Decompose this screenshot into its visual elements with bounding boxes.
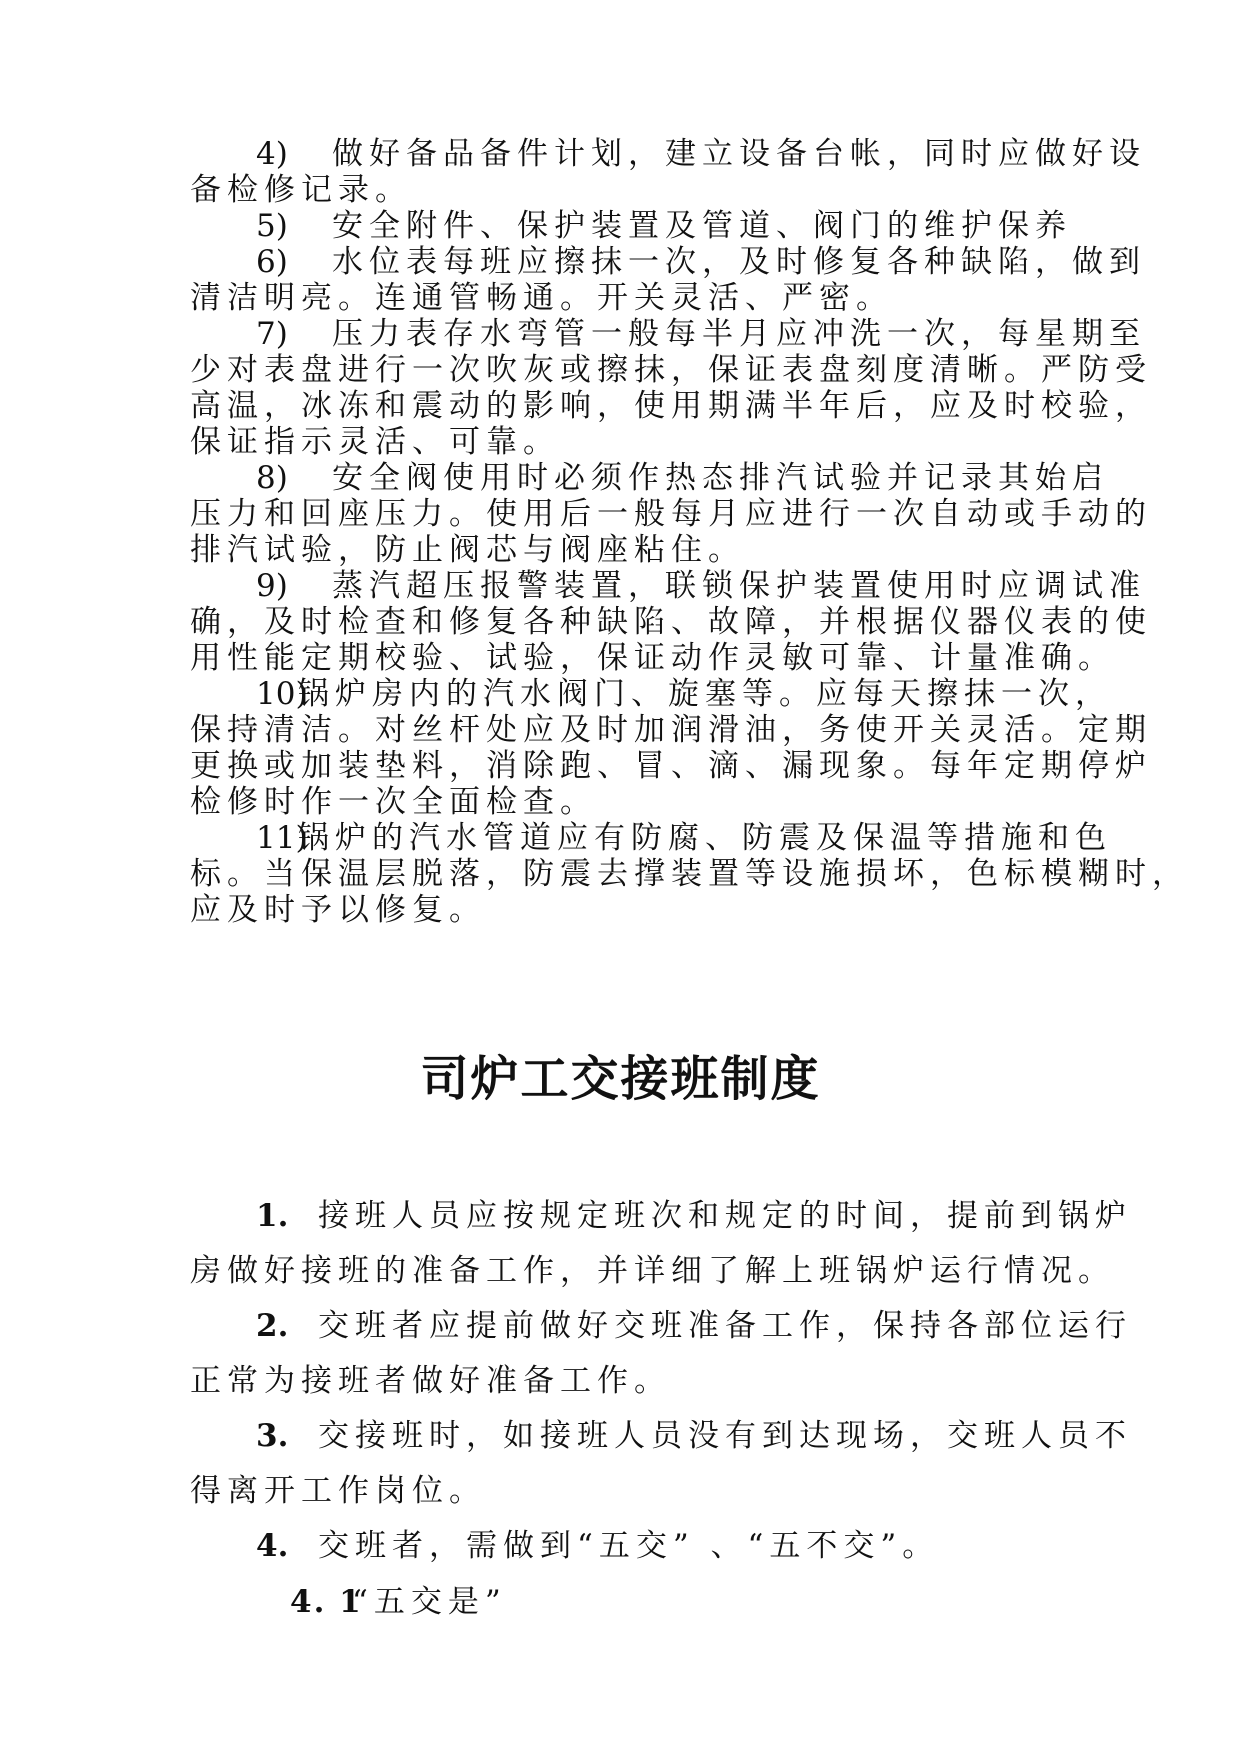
rule-item-continuation: 房做好接班的准备工作，并详细了解上班锅炉运行情况。 [190,1253,1115,1289]
list-item-continuation: 标。当保温层脱落，防震去撑装置等设施损坏，色标模糊时， [190,856,1189,892]
list-item: 4) 做好备品备件计划，建立设备台帐，同时应做好设 [256,136,1146,172]
list-item-continuation: 排汽试验，防止阀芯与阀座粘住。 [190,532,745,568]
list-item-continuation: 确，及时检查和修复各种缺陷、故障，并根据仪器仪表的使 [190,604,1152,640]
rule-item: 1. 接班人员应按规定班次和规定的时间，提前到锅炉 [256,1198,1132,1234]
list-item-continuation: 应及时予以修复。 [190,892,486,928]
list-item: 9) 蒸汽超压报警装置，联锁保护装置使用时应调试准 [256,568,1146,604]
list-item-continuation: 用性能定期校验、试验，保证动作灵敏可靠、计量准确。 [190,640,1115,676]
list-item-continuation: 清洁明亮。连通管畅通。开关灵活、严密。 [190,280,893,316]
rule-item: 2. 交班者应提前做好交班准备工作，保持各部位运行 [256,1308,1132,1344]
list-item: 8) 安全阀使用时必须作热态排汽试验并记录其始启 [256,460,1109,496]
list-item-continuation: 保持清洁。对丝杆处应及时加润滑油，务使开关灵活。定期 [190,712,1152,748]
rule-item-continuation: 正常为接班者做好准备工作。 [190,1363,671,1399]
list-item: 11)锅炉的汽水管道应有防腐、防震及保温等措施和色 [256,820,1112,856]
list-item-continuation: 备检修记录。 [190,172,412,208]
list-item-continuation: 保证指示灵活、可靠。 [190,424,560,460]
list-item: 10)锅炉房内的汽水阀门、旋塞等。应每天擦抹一次， [256,676,1112,712]
list-item-continuation: 更换或加装垫料，消除跑、冒、滴、漏现象。每年定期停炉 [190,748,1152,784]
list-item: 6) 水位表每班应擦抹一次，及时修复各种缺陷，做到 [256,244,1146,280]
list-item-continuation: 少对表盘进行一次吹灰或擦抹，保证表盘刻度清晰。严防受 [190,352,1152,388]
rule-item: 4. 交班者，需做到“五交” 、“五不交”。 [256,1528,940,1564]
rule-item-continuation: 得离开工作岗位。 [190,1473,486,1509]
list-item-continuation: 高温，冰冻和震动的影响，使用期满半年后，应及时校验， [190,388,1152,424]
sub-item: 4. 1“五交是” [290,1584,507,1620]
list-item: 7) 压力表存水弯管一般每半月应冲洗一次，每星期至 [256,316,1146,352]
section-title: 司炉工交接班制度 [420,1051,821,1107]
list-item: 5) 安全附件、保护装置及管道、阀门的维护保养 [256,208,1072,244]
list-item-continuation: 检修时作一次全面检查。 [190,784,597,820]
list-item-continuation: 压力和回座压力。使用后一般每月应进行一次自动或手动的 [190,496,1152,532]
rule-item: 3. 交接班时，如接班人员没有到达现场，交班人员不 [256,1418,1132,1454]
